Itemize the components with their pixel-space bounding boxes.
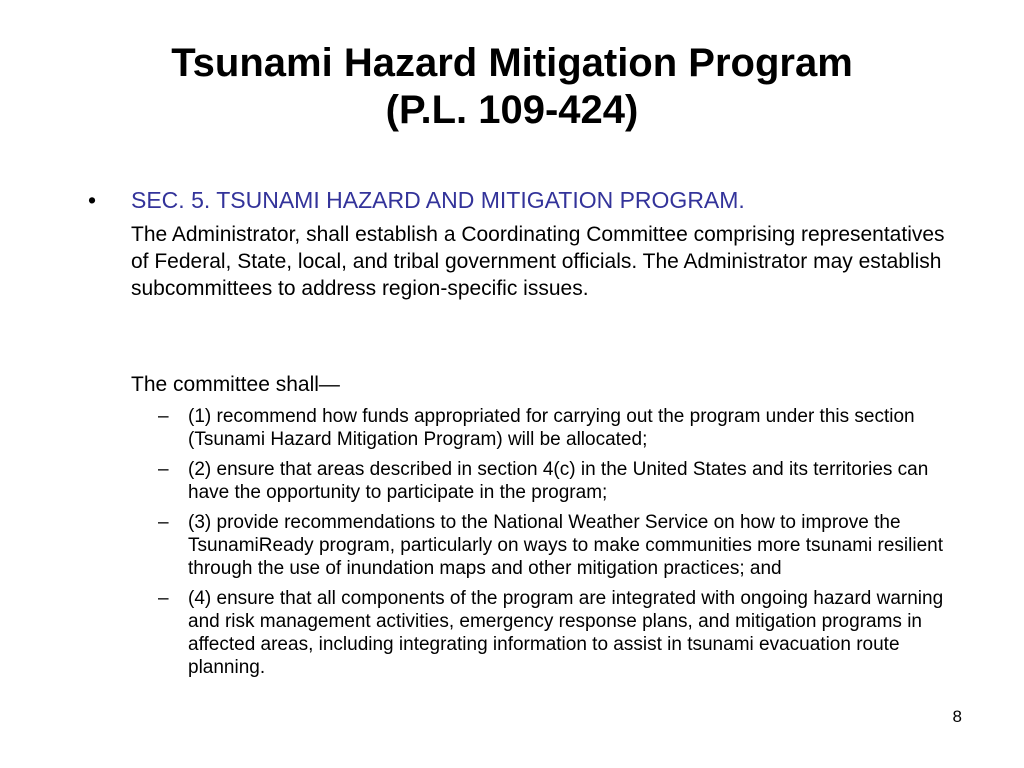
- slide-title-line-2: (P.L. 109-424): [385, 88, 639, 132]
- bullet-point: •: [88, 187, 97, 213]
- committee-duties-list: [158, 405, 958, 686]
- duty-text: (4) ensure that all components of the program are integrated with ongoing hazard warning and risk management activities, emergency response plans, and mitigation programs in affected areas, including integrating information to assist in tsunami evacuation route planning.: [188, 588, 944, 678]
- duty-item-2: [158, 458, 958, 504]
- duty-text: (3) provide recommendations to the National Weather Service on how to improve the TsunamiReady program, particularly on ways to make communities more tsunami resilient through the use of inundation maps and other mitigation practices; and: [188, 512, 944, 579]
- duty-item-4: [158, 587, 958, 679]
- administrator-paragraph: The Administrator, shall establish a Coordinating Committee comprising representatives of Federal, State, local, and tribal government officials. The Administrator may establish subcommittees to address region-specific issues.: [131, 223, 945, 300]
- dash-marker: –: [158, 512, 169, 533]
- dash-marker: –: [158, 588, 169, 609]
- dash-marker: –: [158, 406, 169, 427]
- section-heading: SEC. 5. TSUNAMI HAZARD AND MITIGATION PROGRAM.: [131, 187, 745, 213]
- slide-title-line-1: Tsunami Hazard Mitigation Program: [171, 41, 853, 85]
- duty-item-1: [158, 405, 958, 451]
- page-number: 8: [952, 707, 962, 726]
- dash-marker: –: [158, 459, 169, 480]
- slide-title: [0, 40, 1024, 134]
- committee-intro: The committee shall—: [131, 373, 340, 396]
- duty-item-3: [158, 511, 958, 580]
- duty-text: (2) ensure that areas described in section 4(c) in the United States and its territories can have the opportunity to participate in the program;: [188, 459, 929, 503]
- duty-text: (1) recommend how funds appropriated for carrying out the program under this section (Tsunami Hazard Mitigation Program) will be allocated;: [188, 406, 915, 450]
